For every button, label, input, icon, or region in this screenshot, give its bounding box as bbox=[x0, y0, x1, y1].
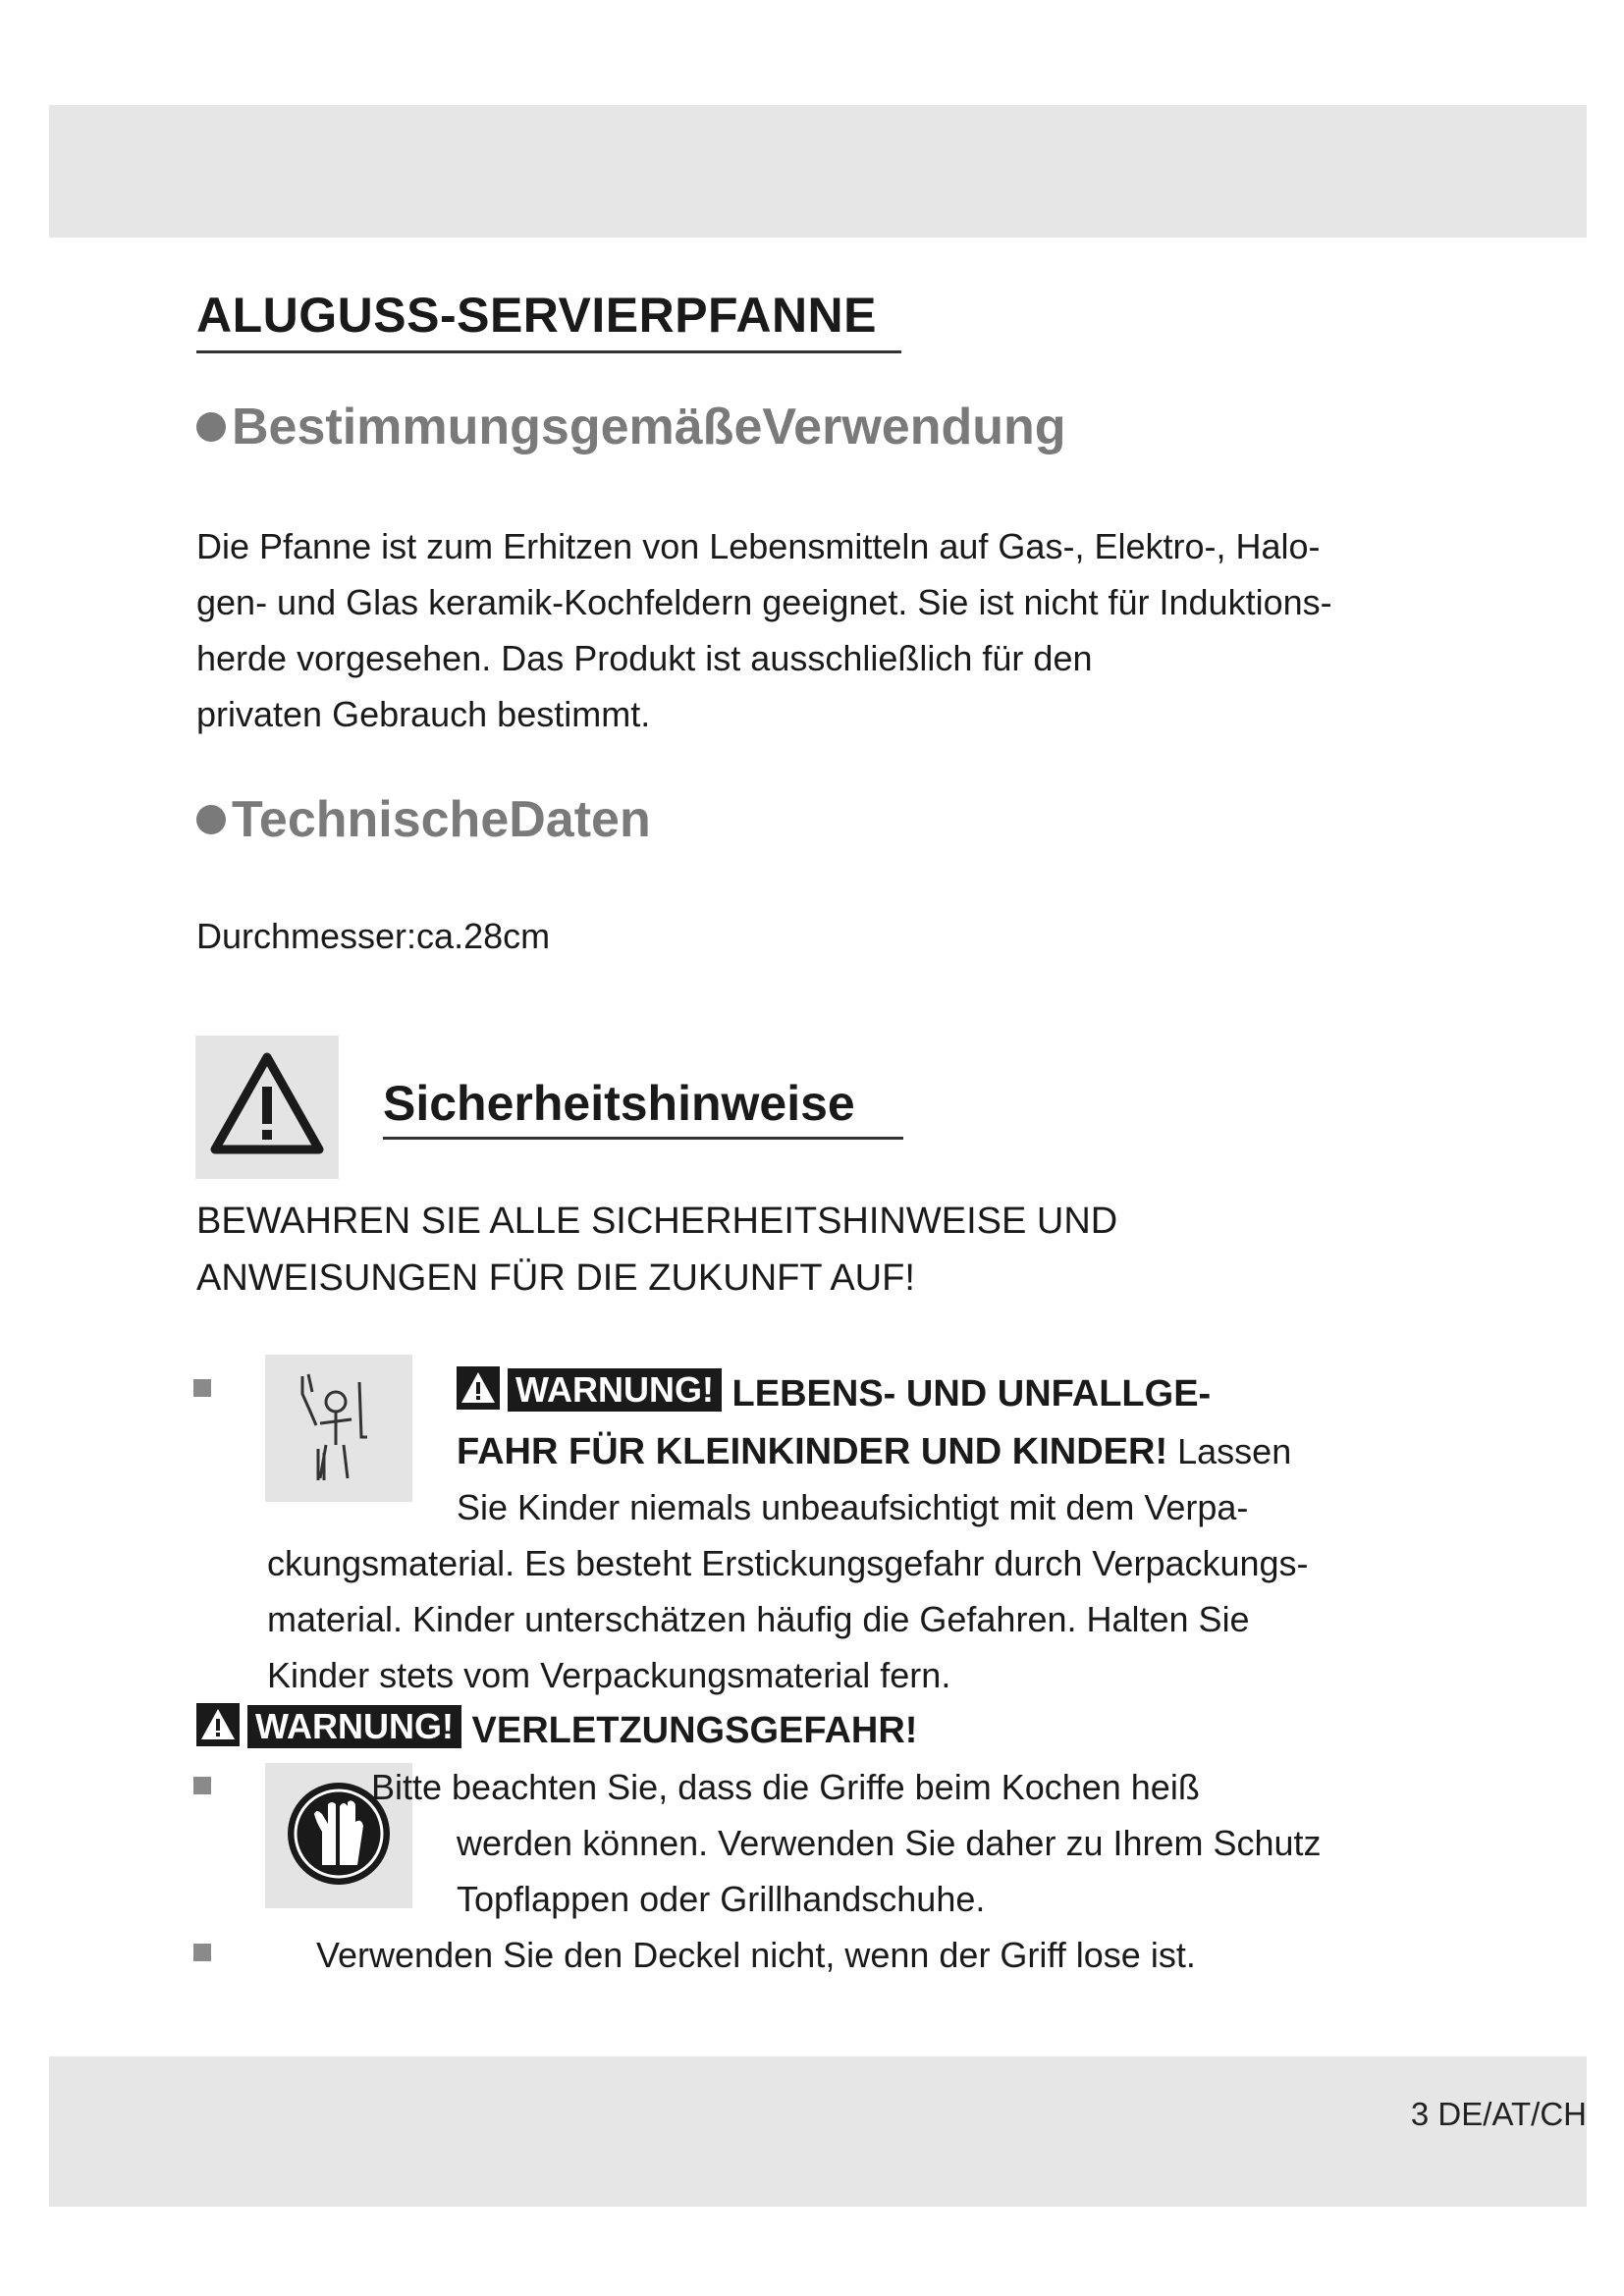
keep-instructions bbox=[196, 1193, 1117, 1307]
children-warning-headline bbox=[457, 1366, 1211, 1422]
page-title: ALUGUSS-SERVIERPFANNE bbox=[196, 288, 878, 343]
keep-line: BEWAHREN SIE ALLE SICHERHEITSHINWEISE UND bbox=[196, 1201, 1118, 1242]
warning-triangle-icon bbox=[195, 1036, 339, 1179]
injury-headline: VERLETZUNGSGEFAHR! bbox=[471, 1710, 918, 1751]
children-headline-2: FAHR FÜR KLEINKINDER UND KINDER! bbox=[457, 1431, 1168, 1472]
technical-heading-text: TechnischeDaten bbox=[232, 791, 651, 848]
children-headline-1: LEBENS- UND UNFALLGE- bbox=[731, 1373, 1212, 1415]
children-text-2: Sie Kinder niemals unbeaufsichtigt mit dem Verpa- bbox=[457, 1487, 1249, 1527]
heading-bullet-icon bbox=[196, 805, 226, 834]
child-packaging-icon bbox=[265, 1355, 412, 1502]
safety-heading-underline bbox=[383, 1137, 903, 1140]
warning-tag: WARNUNG! bbox=[508, 1368, 722, 1412]
diameter-text: Durchmesser:ca.28cm bbox=[196, 916, 551, 956]
keep-line: ANWEISUNGEN FÜR DIE ZUKUNFT AUF! bbox=[196, 1257, 915, 1299]
children-text-3: ckungsmaterial. Es besteht Erstickungsgefahr durch Verpackungs- bbox=[267, 1543, 1309, 1583]
heading-bullet-icon bbox=[196, 412, 226, 442]
usage-line: herde vorgesehen. Das Produkt ist ausschließlich für den bbox=[196, 638, 1093, 678]
injury-text-3: Topflappen oder Grillhandschuhe. bbox=[457, 1879, 986, 1919]
usage-line: gen- und Glas keramik-Kochfeldern geeignet. Sie ist nicht für Induktions- bbox=[196, 582, 1332, 622]
injury-text-1: Bitte beachten Sie, dass die Griffe beim Kochen heiß bbox=[371, 1767, 1200, 1807]
injury-text-2: werden können. Verwenden Sie daher zu Ihrem Schutz bbox=[457, 1823, 1322, 1863]
usage-heading-text: BestimmungsgemäßeVerwendung bbox=[232, 399, 1066, 455]
children-text-1: Lassen bbox=[1177, 1431, 1292, 1471]
footer-band bbox=[49, 2056, 1587, 2207]
safety-heading: Sicherheitshinweise bbox=[383, 1076, 855, 1131]
page-number: 3 DE/AT/CH bbox=[1410, 2096, 1587, 2132]
warning-triangle-small-icon bbox=[196, 1703, 240, 1746]
header-band bbox=[49, 105, 1587, 238]
children-text-4: material. Kinder unterschätzen häufig die Gefahren. Halten Sie bbox=[267, 1599, 1250, 1639]
warning-triangle-small-icon bbox=[457, 1366, 500, 1410]
warning-tag: WARNUNG! bbox=[247, 1705, 461, 1748]
usage-line: Die Pfanne ist zum Erhitzen von Lebensmitteln auf Gas-, Elektro-, Halo- bbox=[196, 526, 1321, 566]
usage-paragraph bbox=[196, 518, 1492, 742]
injury-warning-headline bbox=[196, 1703, 917, 1759]
technical-heading bbox=[196, 790, 651, 849]
list-bullet bbox=[193, 1944, 211, 1961]
children-line bbox=[457, 1423, 1291, 1480]
list-bullet bbox=[193, 1777, 211, 1794]
lid-note: Verwenden Sie den Deckel nicht, wenn der Griff lose ist. bbox=[316, 1935, 1196, 1975]
list-bullet bbox=[193, 1379, 211, 1397]
children-text-5: Kinder stets vom Verpackungsmaterial fern. bbox=[267, 1655, 951, 1695]
title-underline bbox=[196, 350, 901, 353]
usage-heading bbox=[196, 398, 1066, 456]
usage-line: privaten Gebrauch bestimmt. bbox=[196, 694, 651, 734]
